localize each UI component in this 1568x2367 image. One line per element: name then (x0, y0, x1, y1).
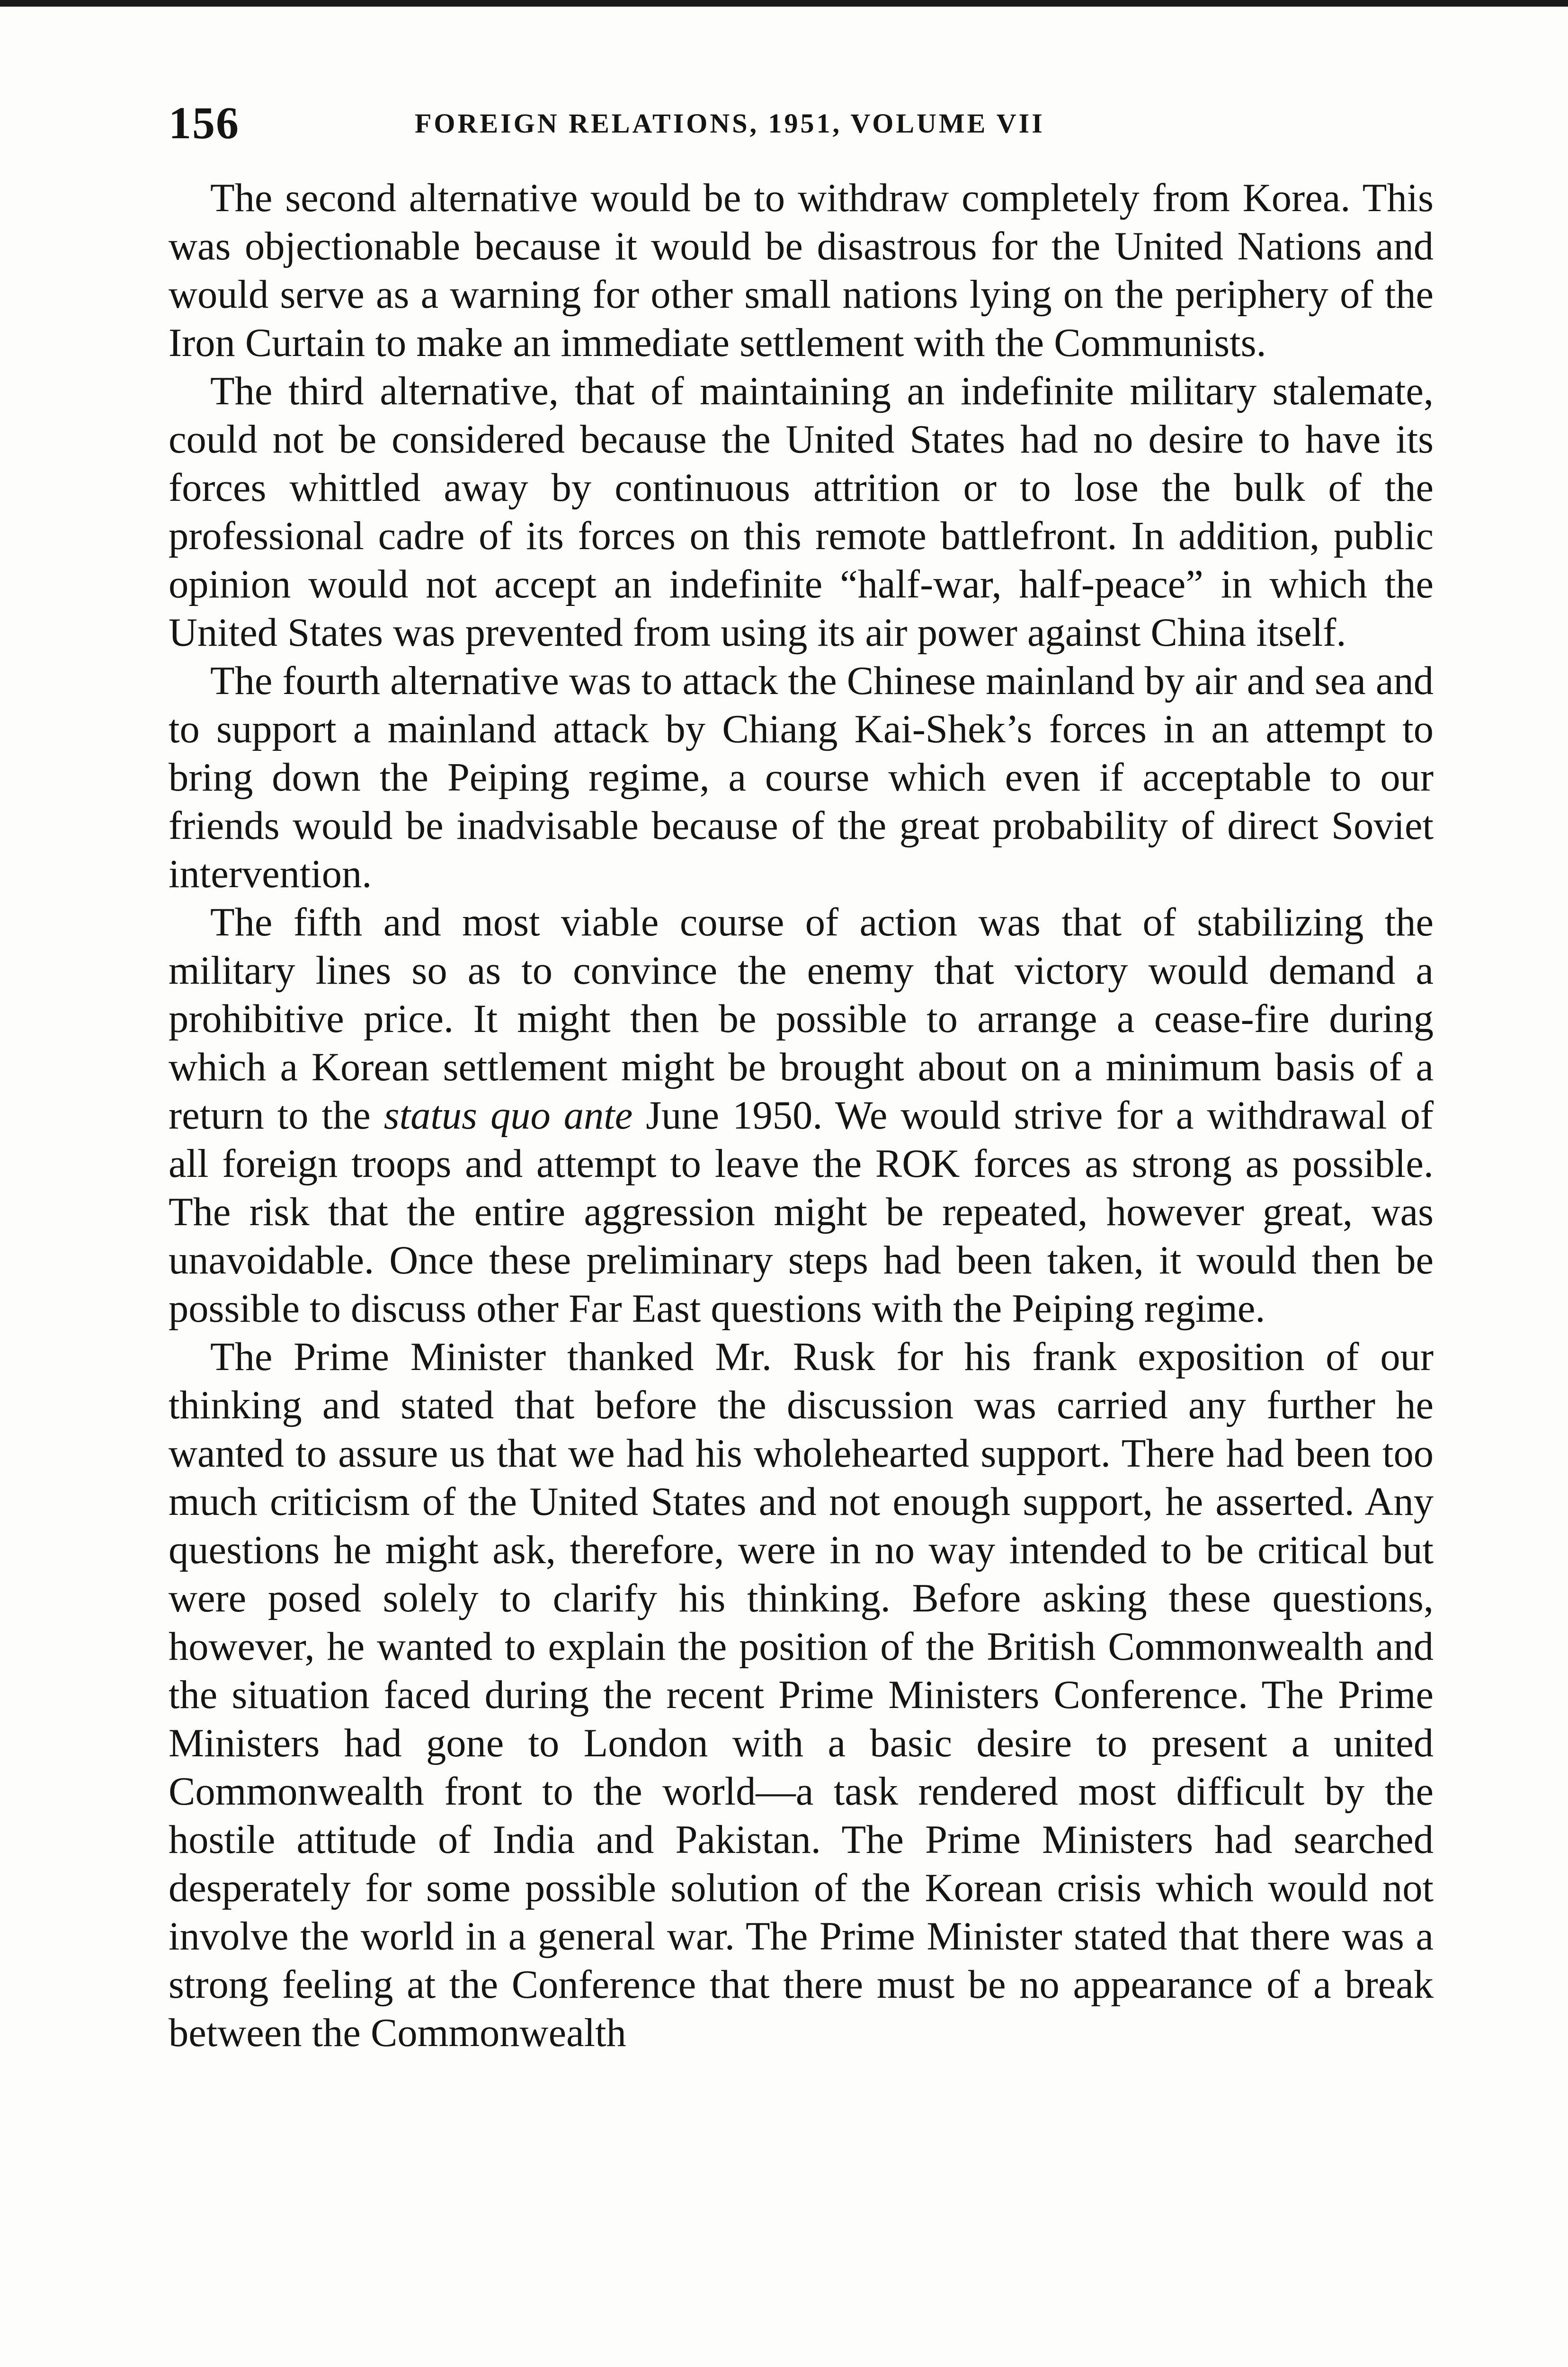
body-text (169, 174, 1434, 2057)
paragraph-fifth-alternative (169, 899, 1434, 1333)
paragraph-prime-minister: The Prime Minister thanked Mr. Rusk for his frank exposition of our thinking and stated that before the discussion was carried any further he wanted to assure us that we had his wholehearted support. There had been too much criticism of the United States and not enough support, he asserted. Any questions he might ask, therefore, were in no way intended to be critical but were posed solely to clarify his thinking. Before asking these questions, however, he wanted to explain the position of the British Commonwealth and the situation faced during the recent Prime Ministers Conference. The Prime Ministers had gone to London with a basic desire to present a united Commonwealth front to the world—a task rendered most difficult by the hostile attitude of India and Pakistan. The Prime Ministers had searched desperately for some possible solution of the Korean crisis which would not involve the world in a general war. The Prime Minister stated that there was a strong feeling at the Conference that there must be no appearance of a break between the Commonwealth (169, 1335, 1434, 2055)
scan-edge-rule (0, 0, 1568, 7)
paragraph-second-alternative: The second alternative would be to withdraw completely from Korea. This was objectionable because it would be disastrous for the United Nations and would serve as a warning for other small nations lying on the periphery of the Iron Curtain to make an immediate settlement with the Communists. (169, 176, 1434, 365)
page-header (169, 90, 1437, 156)
paragraph-fourth-alternative: The fourth alternative was to attack the Chinese mainland by air and sea and to support a mainland attack by Chiang Kai-Shek’s forces in an attempt to bring down the Peiping regime, a course which even if acceptable to our friends would be inadvisable because of the great probability of direct Soviet intervention. (169, 659, 1434, 896)
page-number: 156 (169, 98, 240, 148)
paragraph-fifth-text-after: June 1950. We would strive for a withdrawal of all foreign troops and attempt to leave the ROK forces as strong as possible. The risk that the entire aggression might be repeated, however great, was unavoidable. Once these preliminary steps had been taken, it would then be possible to discuss other Far East questions with the Peiping regime. (169, 1094, 1434, 1331)
paragraph-fifth-italic-phrase: status quo ante (383, 1094, 633, 1138)
paragraph-fifth-text-before: The fifth and most viable course of action was that of stabilizing the military lines so as to convince the enemy that victory would demand a prohibitive price. It might then be possible to arrange a cease-fire during which a Korean settlement might be brought about on a minimum basis of a return to the (169, 900, 1434, 1138)
paragraph-third-alternative: The third alternative, that of maintaining an indefinite military stalemate, could not be considered because the United States had no desire to have its forces whittled away by continuous attrition or to lose the bulk of the professional cadre of its forces on this remote battlefront. In addition, public opinion would not accept an indefinite “half-war, half-peace” in which the United States was prevented from using its air power against China itself. (169, 369, 1434, 655)
running-head: FOREIGN RELATIONS, 1951, VOLUME VII (415, 108, 1045, 139)
